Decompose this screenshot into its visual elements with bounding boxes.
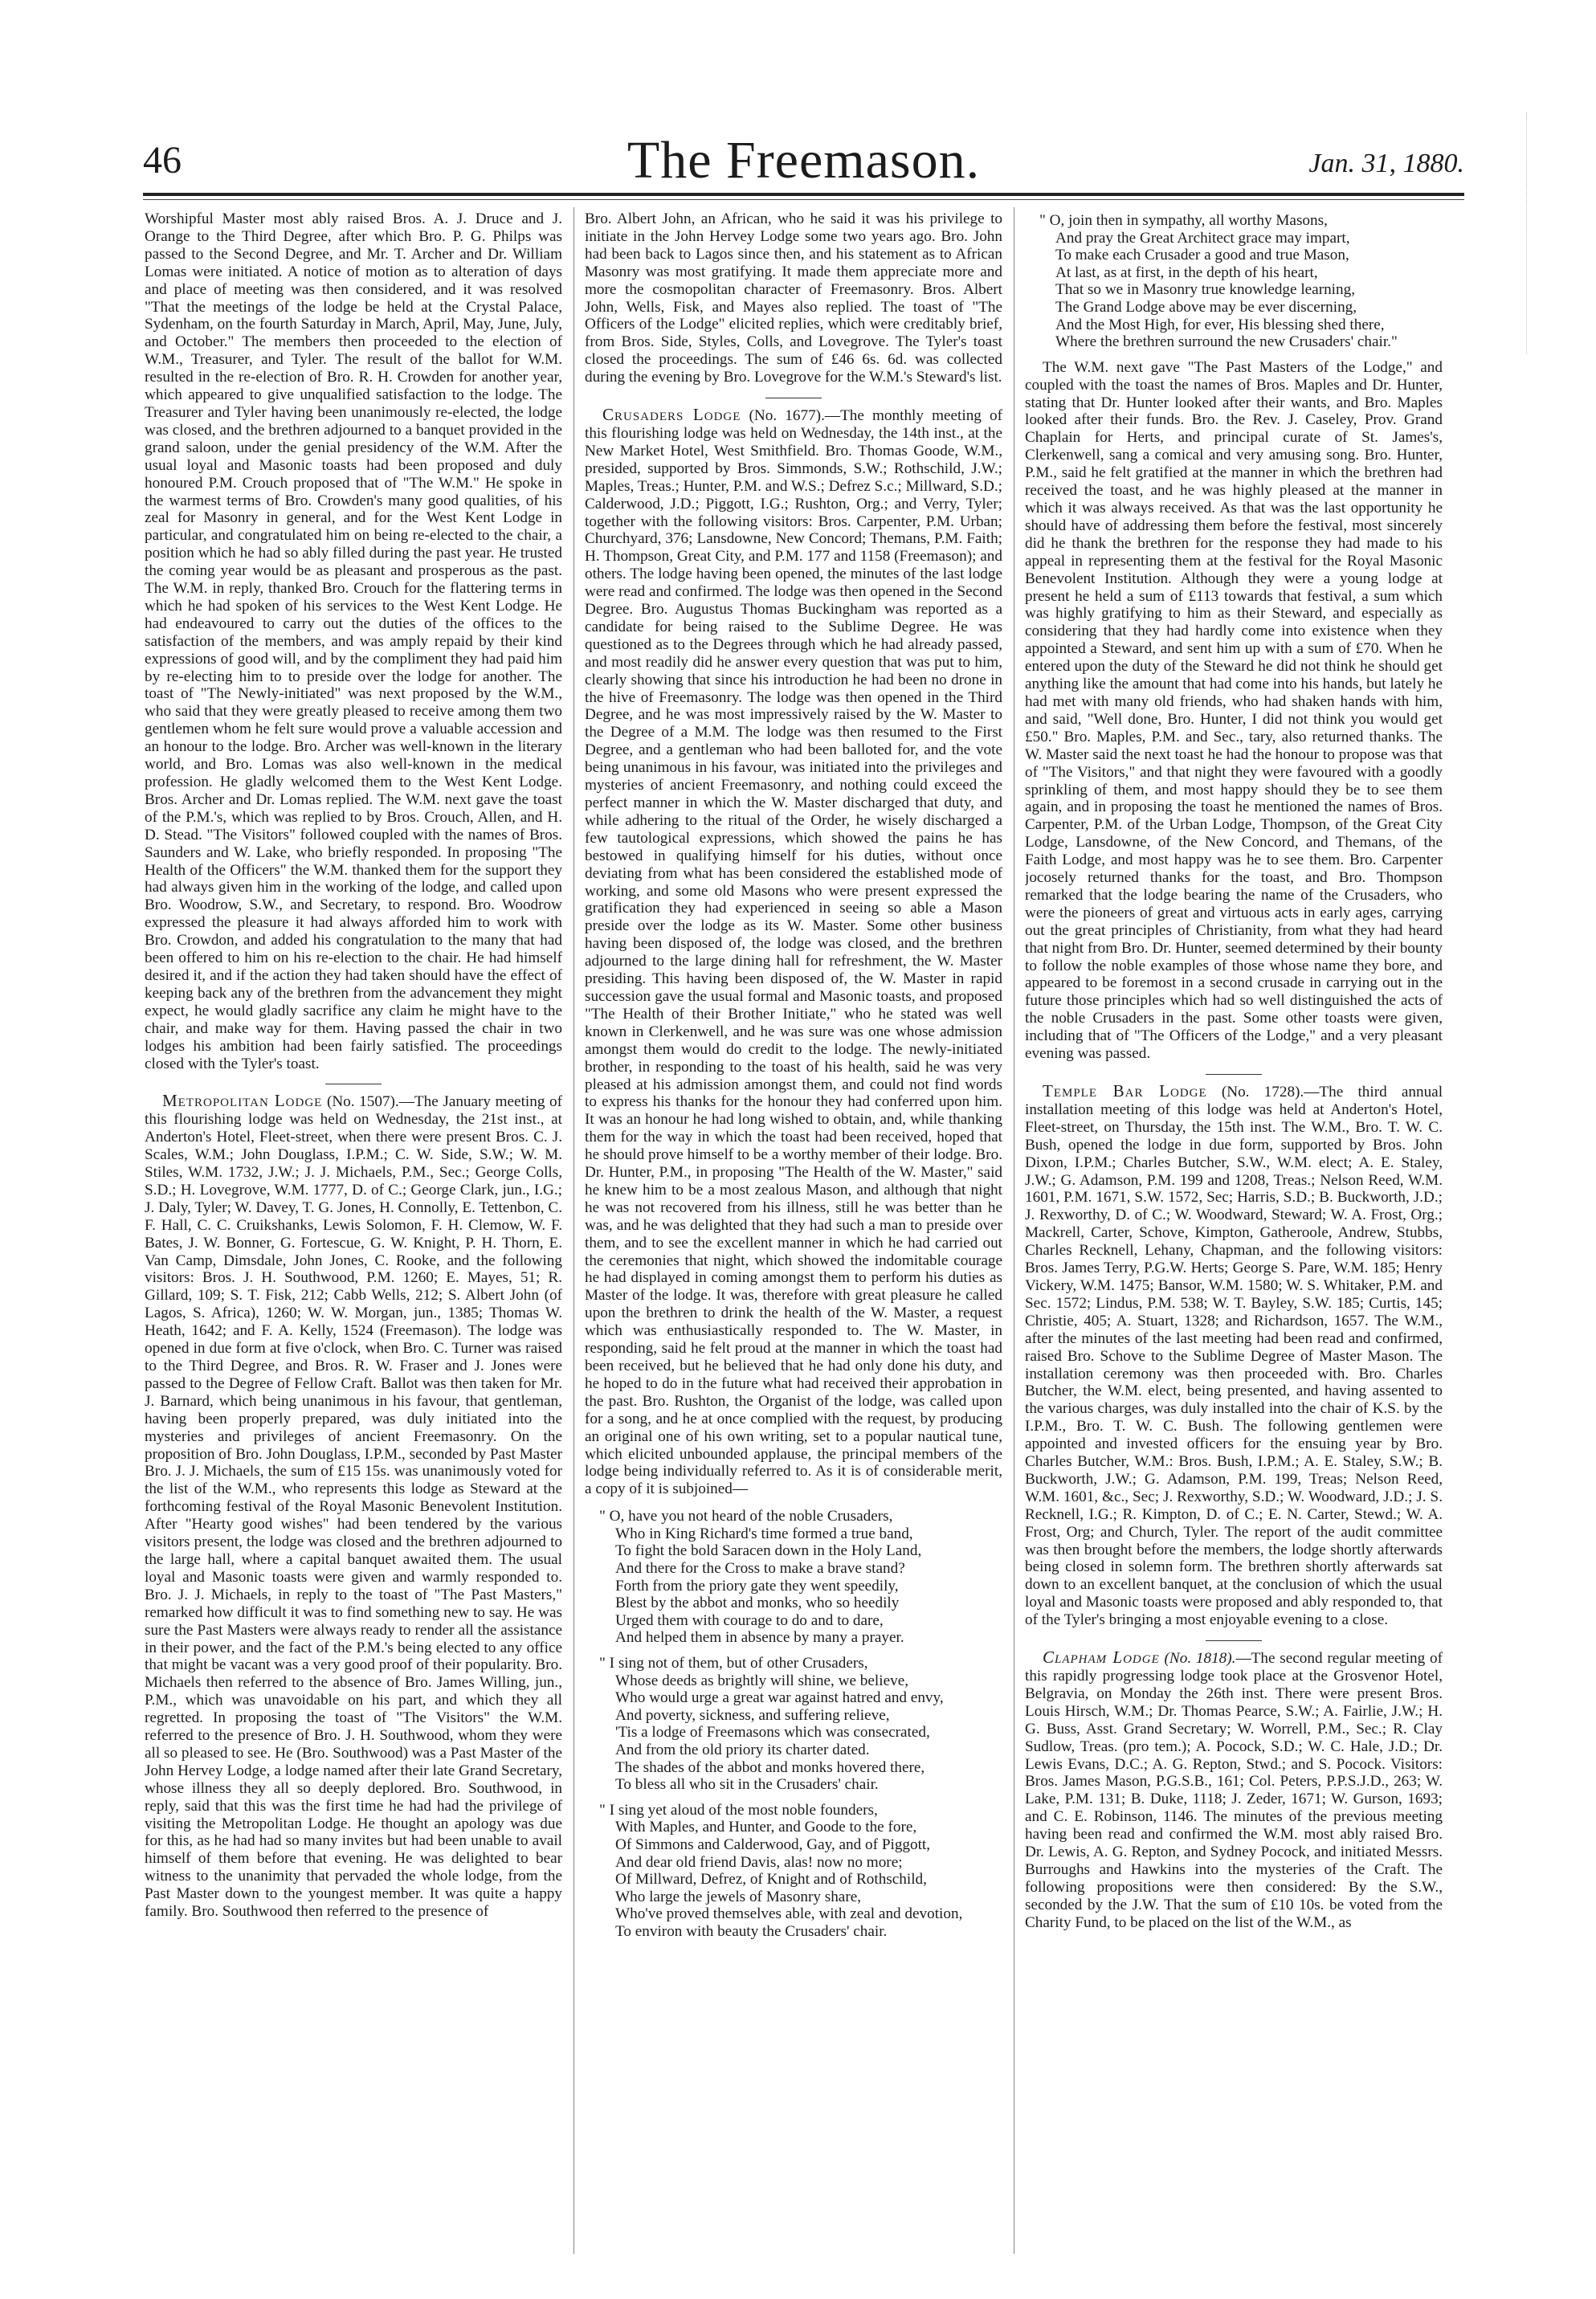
crusaders-song [599,1508,1002,1940]
verse-line: Of Simmons and Calderwood, Gay, and of Piggott, [615,1836,931,1853]
verse-line: With Maples, and Hunter, and Goode to the fore, [615,1819,917,1836]
verse-line: Who in King Richard's time formed a true band, [615,1525,913,1542]
metropolitan-lodge-report-continued: Bro. Albert John, an African, who he said it was his privilege to initiate in the John Hervey Lodge some two years ago. Bro. John had been back to Lagos since then, and his statement as to African Masonry was most gratifying. It made them appreciate more and more the cosmopolitan character of Freemasonry. Bros. Albert John, Wells, Fisk, and Mayes also replied. The toast of "The Officers of the Lodge" elicited replies, which were creditably brief, from Bros. Side, Styles, Colls, and Lovegrove. The Tyler's toast closed the proceedings. The sum of £46 6s. 6d. was collected during the evening by Bro. Lovegrove for the W.M.'s Steward's list. [585,210,1002,386]
page-number: 46 [143,139,182,182]
verse-line: Who large the jewels of Masonry share, [615,1888,862,1905]
verse-line: Who would urge a great war against hatred and envy, [615,1689,944,1707]
verse-line: " O, have you not heard of the noble Crusaders, [599,1508,893,1525]
song-stanza-2 [599,1655,1002,1794]
temple-bar-lodge-text: —The third annual installation meeting of this lodge was held at Anderton's Hotel, Fleet-street, on Thursday, the 15th inst. The W.M., Bro. T. W. C. Bush, opened the lodge in due form, supported by Bros. John Dixon, I.P.M.; Charles Butcher, S.W., W.M. elect; A. E. Staley, J.W.; G. Adamson, P.M. 199 and 1208, Treas.; Nelson Reed, W.M. 1601, P.M. 1671, S.W. 1572, Sec; Harris, S.D.; B. Buckworth, J.D.; J. Rexworthy, D. of C.; W. Woodward, Steward; W. A. Frost, Org.; Mackrell, Carter, Schove, Kimpton, Gatheroole, Andrew, Stubbs, Charles Recknell, Lehany, Chapman, and the following visitors: Bros. James Terry, P.G.W. Herts; George S. Pare, W.M. 185; Henry Vickery, W.M. 1475; Bansor, W.M. 1580; W. S. Whitaker, P.M. and Sec. 1572; Lindus, P.M. 538; W. T. Bayley, S.W. 185; Curtis, 145; Christie, 405; A. Stuart, 1328; and Richardson, 1657. The W.M., after the minutes of the last meeting had been read and confirmed, raised Bro. Schove to the Sublime Degree of Master Mason. The installation ceremony was then proceeded with. Bro. Charles Butcher, the W.M. elect, being presented, and having assented to the various charges, was duly installed into the chair of K.S. by the I.P.M., Bro. T. W. C. Bush. The following gentlemen were appointed and invested officers for the ensuing year by Bro. Charles Butcher, W.M.: Bros. Bush, I.P.M.; A. E. Staley, S.W.; B. Buckworth, J.W.; G. Adamson, P.M. 199, Treas; Nelson Reed, W.M. 1601, &c., Sec; J. Rexworthy, S.D.; W. Woodward, J.D.; J. S. Recknell, I.G.; R. Kimpton, D. of C.; E. N. Carter, Stewd.; W. A. Frost, Org; and Church, Tyler. The report of the audit committee was then brought before the members, the lodge shortly afterwards being closed in solemn form. The brethren shortly afterwards sat down to an excellent banquet, at the conclusion of which the usual loyal and Masonic toasts were proposed and ably responded to, that of the Tyler's bringing a most enjoyable evening to a close. [1025,1084,1443,1629]
metropolitan-lodge-report [145,1092,562,1921]
newspaper-title: The Freemason. [627,131,981,190]
clapham-lodge-report [1025,1649,1443,1932]
verse-line: Whose deeds as brightly will shine, we believe, [615,1672,909,1689]
metropolitan-lodge-text: —The January meeting of this flourishing lodge was held on Wednesday, the 21st inst., at Anderton's Hotel, Fleet-street, when there were present Bros. C. J. Scales, W.M.; John Douglass, I.P.M.; C. W. Side, S.W.; W. M. Stiles, W.M. 1732, J.W.; J. J. Michaels, P.M., Sec.; George Colls, S.D.; H. Lovegrove, W.M. 1777, D. of C.; George Clark, jun., I.G.; J. Daly, Tyler; W. Davey, T. G. Jones, H. Connolly, E. Tettenbon, C. F. Hall, C. C. Cruikshanks, Lewis Solomon, F. H. Clemow, W. F. Bates, J. W. Bonner, G. Fortescue, G. W. Knight, P. H. Thorn, E. Van Camp, Dimsdale, John Jones, C. Rooke, and the following visitors: Bros. J. H. Southwood, P.M. 1260; E. Mayes, 51; R. Gillard, 109; S. T. Fisk, 212; Cabb Wells, 212; S. Albert John (of Lagos, S. Africa), 1260; W. W. Morgan, jun., 1385; Thomas W. Heath, 1642; and F. A. Kelly, 1524 (Freemason). The lodge was opened in due form at five o'clock, when Bro. C. Turner was raised to the Third Degree, and Bros. R. W. Fraser and J. Jones were passed to the Degree of Fellow Craft. Ballot was then taken for Mr. J. Barnard, which being unanimous in his favour, that gentleman, having been properly prepared, was duly initiated into the mysteries and privileges of ancient Freemasonry. On the proposition of Bro. John Douglass, I.P.M., seconded by Past Master Bro. J. J. Michaels, the sum of £15 15s. was unanimously voted for the list of the W.M., who represents this lodge as Steward at the forthcoming festival of the Royal Masonic Benevolent Institution. After "Hearty good wishes" had been tendered by the various visitors present, the lodge was closed and the brethren adjourned to the large hall, where a capital banquet awaited them. The usual loyal and Masonic toasts were given and warmly responded to. Bro. J. J. Michaels, in reply to the toast of "The Past Masters," remarked how difficult it was to find something new to say. He was sure the Past Masters were always ready to render all the assistance in their power, and the fact of the P.M.'s being elected to any office that might be vacant was a very good proof of their popularity. Bro. Michaels then referred to the absence of Bro. James Willing, jun., P.M., which was unavoidable on his part, and which they all regretted. In proposing the toast of "The Visitors" the W.M. referred to the presence of Bro. J. H. Southwood, whom they were all so pleased to see. He (Bro. Southwood) was a Past Master of the John Hervey Lodge, a lodge named after their late Grand Secretary, whose illness they all so deeply deplored. Bro. Southwood, in reply, said that this was the first time he had had the privilege of visiting the Metropolitan Lodge. He thought an apology was due for this, as he had had so many invites but had been unable to avail himself of them before that evening. He was delighted to bear witness to the unanimity that pervaded the whole lodge, from the Past Master down to the youngest member. It was quite a happy family. Bro. Southwood then referred to the presence of [145,1093,562,1921]
crusaders-lodge-heading: Crusaders Lodge [602,405,741,425]
clapham-lodge-heading: Clapham Lodge [1043,1648,1160,1668]
song-stanza-4 [1039,212,1443,351]
column-2 [585,210,1002,2251]
verse-line: And the Most High, for ever, His blessing shed there, [1055,316,1385,333]
verse-line: And poverty, sickness, and suffering relieve, [615,1706,890,1724]
verse-line: Forth from the priory gate they went speedily, [615,1577,899,1595]
column-1 [145,210,562,2251]
verse-line: Urged them with courage to do and to dare, [615,1611,884,1629]
crusaders-lodge-text: —The monthly meeting of this flourishing lodge was held on Wednesday, the 14th inst., at the New Market Hotel, West Smithfield. Bro. Thomas Goode, W.M., presided, supported by Bros. Simmonds, S.W.; Rothschild, J.W.; Maples, Treas.; Hunter, P.M. and W.S.; Defrez S.c.; Millward, S.D.; Calderwood, J.D.; Piggott, I.G.; Rushton, Org.; and Verry, Tyler; together with the following visitors: Bros. Carpenter, P.M. Urban; Churchyard, 376; Lansdowne, New Concord; Themans, P.M. Faith; H. Thompson, Great City, and P.M. 177 and 1158 (Freemason); and others. The lodge having been opened, the minutes of the last lodge were read and confirmed. The lodge was then opened in the Second Degree. Bro. Augustus Thomas Buckingham was reported as a candidate for being raised to the Sublime Degree. He was questioned as to the Degrees through which he had already passed, and most readily did he answer every question that was put to him, clearly showing that since his introduction he had been no drone in the hive of Freemasonry. The lodge was then opened in the Third Degree, and he was most impressively raised by the W. Master to the Degree of a M.M. The lodge was then resumed to the First Degree, and a gentleman who had been balloted for, and the vote being unanimous in his favour, was initiated into the privileges and mysteries of ancient Freemasonry, and nothing could exceed the perfect manner in which the W. Master discharged that duty, and while adhering to the ritual of the Order, he wisely discharged a few tautological expressions, which showed the pains he has bestowed in qualifying himself for his duties, without once deviating from what has been considered the established mode of working, and some old Masons who were present expressed the gratification they had experienced in seeing so able a Mason preside over the lodge as its W. Master. Some other business having been disposed of, the lodge was closed, and the brethren adjourned to the large dining hall for refreshment, the W. Master presiding. This having been disposed of, the W. Master in rapid succession gave the usual formal and Masonic toasts, and proposed "The Health of their Brother Initiate," who he stated was well known in Clerkenwell, and he was sure was one whose admission amongst them would do credit to the lodge. The newly-initiated brother, in responding to the toast of his health, said he was very pleased at his admission amongst them, and could not find words to express his thanks for the honour they had conferred upon him. It was an honour he had long wished to obtain, and, while thanking them for the way in which the toast had been received, hoped that he should prove himself to be a worthy member of their lodge. Bro. Dr. Hunter, P.M., in proposing "The Health of the W. Master," said he knew him to be a most zealous Mason, and although that night he was not recovered from his illness, still he was better than he was, and he was delighted that they had such a man to preside over them, and to see the excellent manner in which he had carried out the ceremonies that night, which showed the indomitable courage he had displayed in coming amongst them to perform his duties as Master of the lodge. It was, therefore with great pleasure he called upon the brethren to drink the health of the W. Master, a request which was enthusiastically responded to. The W. Master, in responding, said he felt proud at the manner in which the toast had been received, but he believed that he had only done his duty, and he hoped to do in the future what had received their approbation in the past. Bro. Rushton, the Organist of the lodge, was called upon for a song, and he at once complied with the request, by producing an original one of his own writing, set to a popular nautical tune, which elicited unbounded applause, the principal members of the lodge being individually referred to. As it is of considerable merit, a copy of it is subjoined— [585,407,1002,1498]
verse-line: To make each Crusader a good and true Mason, [1055,247,1349,264]
column-divider-1 [573,207,574,2254]
crusaders-lodge-report-continued: The W.M. next gave "The Past Masters of the Lodge," and coupled with the toast the names of Bros. Maples and Dr. Hunter, stating that Dr. Hunter looked after their wants, and Bro. Maples looked after their funds. Bro. the Rev. J. Caseley, Prov. Grand Chaplain for Herts, and principal curate of St. James's, Clerkenwell, sang a comical and very amusing song. Bro. Hunter, P.M., said he felt gratified at the manner in which the brethren had received the toast, and he was highly pleased at the manner in which it was always received. As that was the last opportunity he should have of addressing them before the festival, most sincerely did he thank the brethren for the response they had made to his appeal in representing them at the festival for the Royal Masonic Benevolent Institution. Although they were a young lodge at present he held a sum of £113 towards that festival, a sum which was highly gratifying to him as their Steward, and especially as considering that they had hardly come into existence when they appointed a Steward, and sent him up with a sum of £70. When he entered upon the duty of the Steward he did not think he should get anything like the amount that had come into his hands, but lately he had met with many old friends, who had shaken hands with him, and said, "Well done, Bro. Hunter, I did not think you would get £50." Bro. Maples, P.M. and Sec., tary, also returned thanks. The W. Master said the next toast he had the honour to propose was that of "The Visitors," and that night they were favoured with a goodly sprinkling of them, and most happy should they be to see them again, and in proposing the toast he mentioned the names of Bros. Carpenter, P.M. of the Urban Lodge, Thompson, of the Great City Lodge, Lansdowne, of the New Concord, and Themans, of the Faith Lodge, and most happy was he to see them. Bro. Carpenter jocosely returned thanks for the toast, and Bro. Thompson remarked that the lodge bearing the name of the Crusaders, who were the pioneers of great and virtuous acts in early ages, carrying out the great principles of Christianity, from what they had heard that night from Bro. Dr. Hunter, seemed determined by their bounty to follow the noble examples of those whose name they bore, and appeared to be foremost in a second crusade in carrying out in the future those principles which had so well distinguished the acts of the noble Crusaders in the past. Some other toasts were given, including that of "The Officers of the Lodge," and a very pleasant evening was passed. [1025,358,1443,1063]
crusaders-lodge-number: (No. 1677). [749,407,825,425]
verse-line: And pray the Great Architect grace may impart, [1055,229,1350,247]
masthead [143,131,1464,193]
song-stanza-3 [599,1802,1002,1941]
verse-line: Of Millward, Defrez, of Knight and of Rothschild, [615,1871,927,1889]
metropolitan-lodge-heading: Metropolitan Lodge [162,1091,323,1111]
verse-line: And dear old friend Davis, alas! now no more; [615,1853,903,1871]
verse-line: That so we in Masonry true knowledge learning, [1055,281,1355,299]
verse-line: " I sing not of them, but of other Crusaders, [599,1655,868,1672]
header-rule-thick [143,193,1464,196]
page-edge-mark [1526,112,1532,353]
verse-line: And there for the Cross to make a brave stand? [615,1560,905,1578]
verse-line: The Grand Lodge above may be ever discerning, [1055,298,1357,316]
metropolitan-lodge-number: (No. 1507). [326,1093,399,1111]
crusaders-song-final-stanza [1039,212,1443,351]
verse-line: Blest by the abbot and monks, who so heedily [615,1595,900,1612]
temple-bar-lodge-heading: Temple Bar Lodge [1043,1081,1207,1100]
crusaders-lodge-report [585,406,1002,1498]
article-separator [1206,1074,1262,1075]
verse-line: And helped them in absence by many a prayer. [615,1629,904,1647]
verse-line: At last, as at first, in the depth of his heart, [1055,263,1318,281]
verse-line: And from the old priory its charter dated. [615,1741,870,1758]
west-kent-lodge-report-continued: Worshipful Master most ably raised Bros. A. J. Druce and J. Orange to the Third Degree, after which Bro. P. G. Philps was passed to the Second Degree, and Mr. T. Archer and Dr. William Lomas were initiated. A notice of motion as to alteration of days and place of meeting was then considered, and it was resolved "That the meetings of the lodge be held at the Crystal Palace, Sydenham, on the fourth Saturday in March, April, May, June, July, and October." The members then proceeded to the election of W.M., Treasurer, and Tyler. The result of the ballot for W.M. resulted in the re-election of Bro. R. H. Crowden for another year, which appeared to give unqualified satisfaction to the lodge. The Treasurer and Tyler having been unanimously re-elected, the lodge was closed, and the brethren adjourned to a banquet provided in the grand saloon, under the genial presidency of the W.M. After the usual loyal and Masonic toasts had been proposed and duly honoured P.M. Crouch proposed that of "The W.M." He spoke in the warmest terms of Bro. Crowden's many good qualities, of his zeal for Masonry in general, and for the West Kent Lodge in particular, and congratulated him on being re-elected to the chair, a position which he had so ably filled during the past year. He trusted the coming year would be as pleasant and prosperous as the past. The W.M. in reply, thanked Bro. Crouch for the flattering terms in which he had spoken of his services to the West Kent Lodge. He had endeavoured to carry out the duties of the offices to the satisfaction of the members, and was amply repaid by their kind expressions of good will, and by the compliment they had paid him by re-electing him to to preside over the lodge for another. The toast of "The Newly-initiated" was next proposed by the W.M., who said that they were greatly pleased to receive among them two gentlemen whom he felt sure would prove a valuable accession and an honour to the lodge. Bro. Archer was well-known in the literary world, and Bro. Lomas was also well-known in the medical profession. He gladly welcomed them to the West Kent Lodge. Bros. Archer and Dr. Lomas replied. The W.M. next gave the toast of the P.M.'s, which was replied to by Bros. Crouch, Allen, and H. D. Stead. "The Visitors" followed coupled with the names of Bros. Saunders and W. Lake, who briefly responded. In proposing "The Health of the Officers" the W.M. thanked them for the support they had always given him in the working of the lodge, and called upon Bro. Woodrow, S.W., and Secretary, to respond. Bro. Woodrow expressed the pleasure it had always afforded him to work with Bro. Crowdon, and added his congratulation to the many that had been offered to him on his re-election to the chair. He had himself desired it, and if the action they had taken should have the effect of keeping back any of the brethren from the advancement they might expect, he would gladly sacrifice any claim he might have to the chair, and make way for them. Having passed the chair in two lodges his ambition had been fairly satisfied. The proceedings closed with the Tyler's toast. [145,210,562,1072]
column-3 [1025,210,1443,2251]
verse-line: 'Tis a lodge of Freemasons which was consecrated, [615,1724,930,1742]
verse-line: To bless all who sit in the Crusaders' chair. [615,1776,879,1794]
article-separator [1206,1640,1262,1641]
verse-line: Who've proved themselves able, with zeal and devotion, [615,1905,963,1923]
verse-line: The shades of the abbot and monks hovered there, [615,1758,925,1776]
temple-bar-lodge-number: (No. 1728). [1221,1084,1304,1100]
clapham-lodge-number: (No. 1818). [1164,1650,1236,1668]
clapham-lodge-text: —The second regular meeting of this rapidly progressing lodge took place at the Grosvenor Hotel, Belgravia, on Monday the 26th inst. There were present Bros. Louis Hirsch, W.M.; Dr. Thomas Pearce, S.W.; A. Fairlie, J.W.; H. G. Buss, Asst. Grand Secretary; W. Worrell, P.M., Sec.; R. Clay Sudlow, Treas. (pro tem.); A. Pocock, S.D.; W. C. Hale, J.D.; Dr. Lewis Evans, D.C.; A. G. Repton, Stwd.; and S. Pocock. Visitors: Bros. James Mason, P.G.S.B., 161; Col. Peters, P.P.S.J.D., 263; W. Lake, P.M. 131; B. Duke, 1118; J. Zeder, 1671; W. Gurson, 1693; and C. E. Robinson, 1146. The minutes of the previous meeting having been read and confirmed the W.M. most ably raised Bro. Dr. Lewis, A. G. Repton, and Sydney Pocock, and initiated Messrs. Burroughs and Hawkins into the mysteries of the Craft. The following propositions were then considered: By the S.W., seconded by the J.W. That the sum of £10 10s. be voted from the Charity Fund, to be placed on the list of the W.M., as [1025,1650,1443,1931]
issue-date: Jan. 31, 1880. [1308,149,1464,178]
verse-line: Where the brethren surround the new Crusaders' chair." [1055,333,1398,351]
verse-line: To fight the bold Saracen down in the Holy Land, [615,1542,922,1560]
verse-line: " I sing yet aloud of the most noble founders, [599,1801,878,1819]
song-stanza-1 [599,1508,1002,1647]
header-rule-thin [143,199,1464,200]
verse-line: To environ with beauty the Crusaders' chair. [615,1922,888,1940]
verse-line: " O, join then in sympathy, all worthy Masons, [1039,212,1328,229]
temple-bar-lodge-report [1025,1083,1443,1629]
